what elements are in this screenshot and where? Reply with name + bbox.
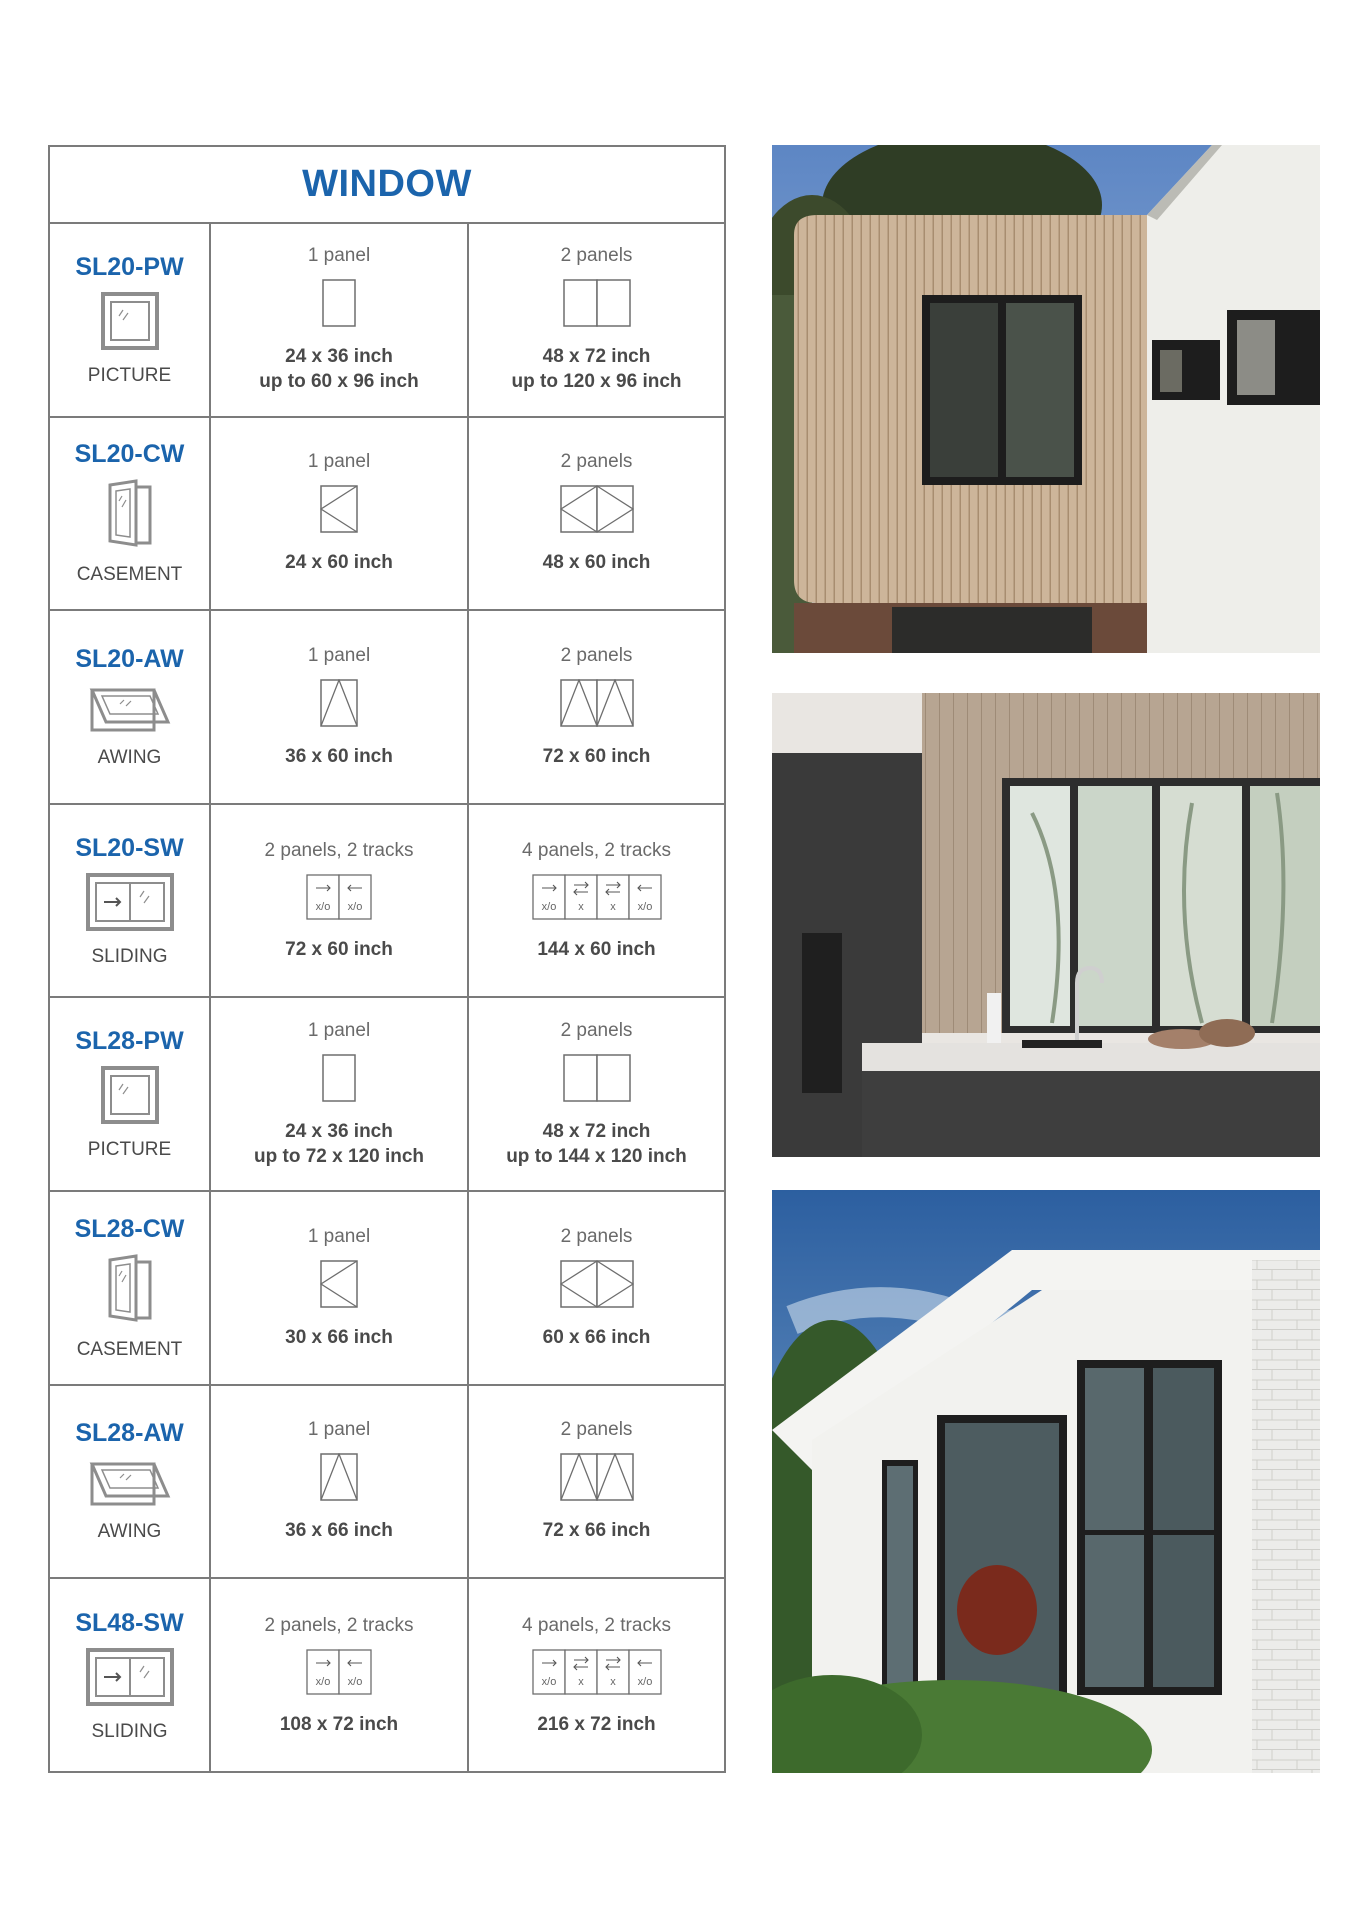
- svg-text:x: x: [577, 1675, 584, 1688]
- model-code: SL20-AW: [75, 644, 184, 673]
- panel-diagram-icon: [306, 1649, 372, 1700]
- picture-window-icon: [101, 1066, 159, 1129]
- table-row: [50, 1386, 724, 1580]
- model-cell: [50, 418, 211, 610]
- panel-diagram-icon: [322, 1054, 356, 1107]
- panel-diagram-icon: [560, 1453, 634, 1506]
- model-cell: [50, 1386, 211, 1578]
- panel-count: 2 panels, 2 tracks: [264, 839, 414, 861]
- panel-diagram-icon: [532, 874, 662, 925]
- panel-count: 1 panel: [307, 644, 371, 666]
- size-value: 24 x 36 inch: [285, 346, 393, 368]
- size-value: 60 x 66 inch: [542, 1326, 651, 1348]
- model-cell: [50, 224, 211, 416]
- panel-count: 2 panels: [560, 644, 633, 666]
- panel-count: 4 panels, 2 tracks: [522, 1614, 671, 1636]
- model-code: SL48-SW: [75, 1608, 184, 1637]
- panel-diagram-icon: [532, 1649, 662, 1700]
- table-row: [50, 1579, 724, 1773]
- size-value: 72 x 60 inch: [285, 938, 393, 960]
- panel-diagram-icon: [560, 1260, 634, 1313]
- model-code: SL28-CW: [74, 1214, 185, 1243]
- size-value: 144 x 60 inch: [537, 938, 656, 960]
- table-row: [50, 418, 724, 612]
- model-type: SLIDING: [91, 945, 168, 967]
- panel-count: 4 panels, 2 tracks: [522, 839, 671, 861]
- photo-timber-facade: [772, 145, 1320, 653]
- svg-text:x/o: x/o: [541, 1675, 556, 1688]
- size-value: 108 x 72 inch: [279, 1713, 399, 1735]
- size-value: 36 x 66 inch: [285, 1520, 393, 1542]
- option-cell: [211, 1579, 469, 1773]
- svg-text:x: x: [609, 900, 616, 913]
- panel-count: 2 panels: [560, 245, 633, 267]
- table-row: [50, 1192, 724, 1386]
- photo-kitchen-windows: [772, 693, 1320, 1157]
- size-value: 216 x 72 inch: [537, 1713, 656, 1735]
- model-code: SL20-SW: [75, 833, 184, 862]
- max-size-value: up to 120 x 96 inch: [511, 371, 682, 393]
- panel-diagram-icon: [320, 1260, 358, 1313]
- svg-text:x/o: x/o: [347, 900, 363, 913]
- panel-diagram-icon: [306, 874, 372, 925]
- awning-window-icon: [88, 684, 172, 737]
- panel-diagram-icon: [322, 279, 356, 332]
- model-code: SL28-AW: [75, 1419, 184, 1448]
- svg-text:x/o: x/o: [541, 900, 556, 913]
- model-type: CASEMENT: [76, 1338, 183, 1360]
- picture-window-icon: [101, 292, 159, 355]
- panel-diagram-icon: [563, 1054, 631, 1107]
- panel-count: 2 panels: [560, 1419, 633, 1441]
- model-type: AWING: [97, 746, 162, 768]
- option-cell: [469, 805, 724, 997]
- svg-text:x/o: x/o: [315, 1675, 331, 1688]
- casement-window-icon: [106, 479, 154, 554]
- svg-text:x/o: x/o: [637, 900, 652, 913]
- table-row: [50, 611, 724, 805]
- size-value: 72 x 60 inch: [542, 745, 651, 767]
- panel-diagram-icon: [320, 485, 358, 538]
- model-code: SL20-PW: [75, 252, 184, 281]
- option-cell: [469, 418, 724, 610]
- size-value: 36 x 60 inch: [285, 745, 393, 767]
- size-value: 24 x 60 inch: [285, 552, 393, 574]
- size-value: 30 x 66 inch: [285, 1326, 393, 1348]
- panel-count: 2 panels: [560, 451, 633, 473]
- panel-diagram-icon: [560, 485, 634, 538]
- svg-text:x/o: x/o: [315, 900, 331, 913]
- max-size-value: up to 144 x 120 inch: [506, 1145, 687, 1167]
- panel-count: 1 panel: [307, 1019, 371, 1041]
- panel-count: 1 panel: [307, 451, 371, 473]
- sliding-window-icon: [86, 873, 174, 936]
- panel-count: 1 panel: [307, 1419, 371, 1441]
- size-value: 72 x 66 inch: [542, 1520, 651, 1542]
- option-cell: [211, 224, 469, 416]
- panel-diagram-icon: [560, 679, 634, 732]
- panel-diagram-icon: [320, 1453, 358, 1506]
- option-cell: [211, 1386, 469, 1578]
- svg-text:x/o: x/o: [637, 1675, 652, 1688]
- model-cell: [50, 998, 211, 1190]
- table-body: [50, 224, 724, 1773]
- table-header: [50, 147, 724, 224]
- panel-count: 2 panels: [560, 1225, 633, 1247]
- size-value: 48 x 60 inch: [542, 552, 651, 574]
- table-title: WINDOW: [302, 163, 472, 205]
- option-cell: [469, 611, 724, 803]
- model-type: CASEMENT: [76, 564, 183, 586]
- svg-text:x/o: x/o: [347, 1675, 363, 1688]
- panel-count: 2 panels: [560, 1019, 633, 1041]
- table-row: [50, 998, 724, 1192]
- panel-count: 1 panel: [307, 245, 371, 267]
- panel-diagram-icon: [320, 679, 358, 732]
- model-type: PICTURE: [87, 1139, 172, 1161]
- model-type: PICTURE: [87, 364, 172, 386]
- model-code: SL28-PW: [75, 1027, 184, 1056]
- option-cell: [469, 998, 724, 1190]
- panel-count: 1 panel: [307, 1225, 371, 1247]
- max-size-value: up to 72 x 120 inch: [254, 1145, 424, 1167]
- max-size-value: up to 60 x 96 inch: [259, 371, 419, 393]
- model-cell: [50, 1192, 211, 1384]
- size-value: 48 x 72 inch: [542, 1120, 651, 1142]
- sliding-window-icon: [86, 1648, 174, 1711]
- window-spec-table: [48, 145, 726, 1773]
- option-cell: [469, 224, 724, 416]
- option-cell: [211, 418, 469, 610]
- casement-window-icon: [106, 1254, 154, 1329]
- panel-count: 2 panels, 2 tracks: [264, 1614, 414, 1636]
- option-cell: [469, 1579, 724, 1773]
- model-cell: [50, 611, 211, 803]
- option-cell: [211, 805, 469, 997]
- option-cell: [211, 1192, 469, 1384]
- photo-exterior-windows: [772, 1190, 1320, 1773]
- option-cell: [211, 611, 469, 803]
- model-type: SLIDING: [91, 1720, 168, 1742]
- option-cell: [211, 998, 469, 1190]
- size-value: 48 x 72 inch: [542, 346, 651, 368]
- panel-diagram-icon: [563, 279, 631, 332]
- size-value: 24 x 36 inch: [285, 1120, 393, 1142]
- model-cell: [50, 805, 211, 997]
- svg-text:x: x: [609, 1675, 616, 1688]
- model-code: SL20-CW: [74, 440, 185, 469]
- model-type: AWING: [97, 1521, 162, 1543]
- option-cell: [469, 1386, 724, 1578]
- model-cell: [50, 1579, 211, 1773]
- table-row: [50, 224, 724, 418]
- table-row: [50, 805, 724, 999]
- awning-window-icon: [88, 1458, 172, 1511]
- svg-text:x: x: [577, 900, 584, 913]
- option-cell: [469, 1192, 724, 1384]
